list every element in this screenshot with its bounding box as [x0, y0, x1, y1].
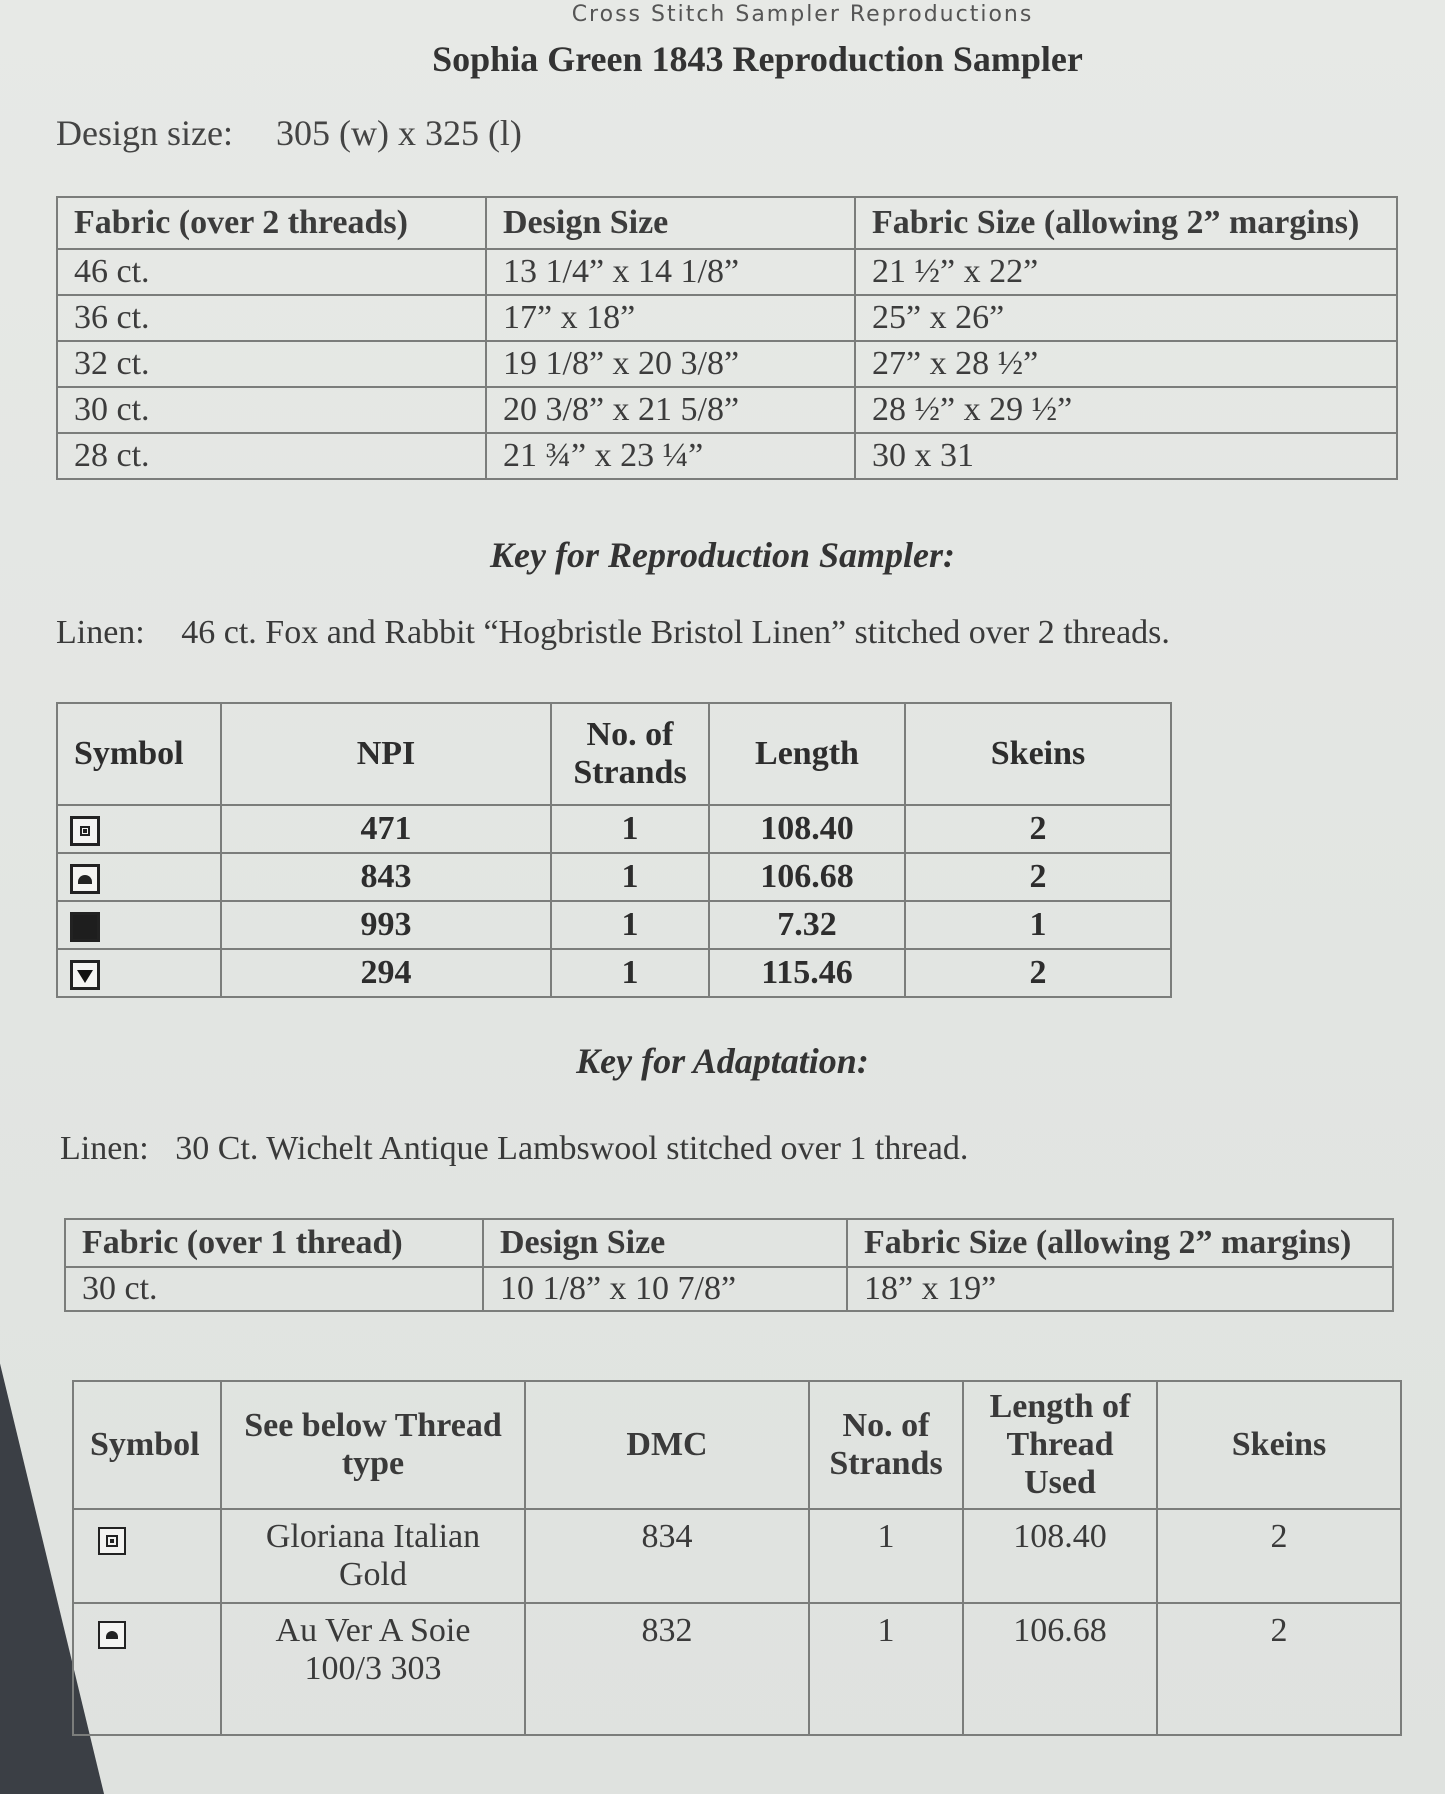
column-header: No. of Strands: [809, 1381, 963, 1509]
brand-name: Cross Stitch Sampler Reproductions: [571, 2, 1034, 27]
symbol-cell: [73, 1509, 221, 1603]
table-header-row: [73, 1381, 1401, 1509]
table-row: [57, 295, 1397, 341]
column-header: No. of Strands: [551, 703, 709, 805]
table-row: [57, 387, 1397, 433]
table-cell: 106.68: [709, 853, 905, 901]
dot-square-icon: [70, 816, 100, 846]
symbol-cell: [57, 805, 221, 853]
table-cell: 294: [221, 949, 551, 997]
column-header: DMC: [525, 1381, 809, 1509]
table-header-row: [65, 1219, 1393, 1267]
column-header: Length: [709, 703, 905, 805]
symbol-cell: [57, 853, 221, 901]
column-header: Skeins: [1157, 1381, 1401, 1509]
table-row: [65, 1267, 1393, 1311]
linen-label: Linen:: [56, 614, 145, 651]
symbol-cell: [57, 901, 221, 949]
table-row: [57, 341, 1397, 387]
column-header: Symbol: [73, 1381, 221, 1509]
table-cell: Au Ver A Soie 100/3 303: [221, 1603, 525, 1735]
adaptation-thread-table: [72, 1380, 1402, 1736]
table-cell: 2: [1157, 1509, 1401, 1603]
reproduction-linen-note: [56, 614, 1170, 652]
column-header: Length of Thread Used: [963, 1381, 1157, 1509]
table-header-row: [57, 197, 1397, 249]
adaptation-linen-note: [60, 1130, 968, 1168]
table-cell: 2: [905, 853, 1171, 901]
table-row: [57, 249, 1397, 295]
table-cell: 18” x 19”: [847, 1267, 1393, 1311]
table-cell: 19 1/8” x 20 3/8”: [486, 341, 855, 387]
table-header-row: [57, 703, 1171, 805]
solid-square-icon: [70, 912, 100, 942]
symbol-cell: [57, 949, 221, 997]
column-header: Fabric (over 1 thread): [65, 1219, 483, 1267]
table-row: [57, 901, 1171, 949]
table-cell: 13 1/4” x 14 1/8”: [486, 249, 855, 295]
table-cell: 10 1/8” x 10 7/8”: [483, 1267, 847, 1311]
table-cell: 1: [809, 1509, 963, 1603]
table-cell: 28 ct.: [57, 433, 486, 479]
table-cell: 7.32: [709, 901, 905, 949]
table-cell: 2: [905, 949, 1171, 997]
table-cell: 106.68: [963, 1603, 1157, 1735]
design-size-value: 305 (w) x 325 (l): [275, 113, 522, 153]
column-header: Symbol: [57, 703, 221, 805]
table-cell: 1: [551, 853, 709, 901]
table-row: [57, 433, 1397, 479]
table-cell: 2: [905, 805, 1171, 853]
table-cell: 115.46: [709, 949, 905, 997]
table-cell: 36 ct.: [57, 295, 486, 341]
table-cell: 471: [221, 805, 551, 853]
table-cell: 32 ct.: [57, 341, 486, 387]
table-row: [57, 805, 1171, 853]
symbol-cell: [73, 1603, 221, 1735]
reproduction-key-title: Key for Reproduction Sampler:: [490, 535, 955, 575]
table-cell: 834: [525, 1509, 809, 1603]
fabric-size-table: [56, 196, 1398, 480]
adaptation-key-title: Key for Adaptation:: [576, 1041, 869, 1081]
column-header: Fabric (over 2 threads): [57, 197, 486, 249]
reproduction-key-table: [56, 702, 1172, 998]
table-cell: 108.40: [709, 805, 905, 853]
table-row: [57, 949, 1171, 997]
column-header: See below Thread type: [221, 1381, 525, 1509]
table-cell: 21 ¾” x 23 ¼”: [486, 433, 855, 479]
table-row: [73, 1603, 1401, 1735]
design-size: [56, 112, 522, 154]
column-header: Design Size: [483, 1219, 847, 1267]
table-cell: 1: [905, 901, 1171, 949]
table-cell: 2: [1157, 1603, 1401, 1735]
linen-label: Linen:: [60, 1130, 149, 1167]
table-cell: 21 ½” x 22”: [855, 249, 1397, 295]
half-circle-icon: [98, 1621, 126, 1649]
table-cell: 30 ct.: [57, 387, 486, 433]
linen-text: 46 ct. Fox and Rabbit “Hogbristle Bristol Linen” stitched over 2 threads.: [181, 614, 1170, 651]
table-cell: 27” x 28 ½”: [855, 341, 1397, 387]
column-header: Design Size: [486, 197, 855, 249]
column-header: Skeins: [905, 703, 1171, 805]
table-cell: Gloriana Italian Gold: [221, 1509, 525, 1603]
column-header: Fabric Size (allowing 2” margins): [855, 197, 1397, 249]
table-cell: 1: [551, 805, 709, 853]
table-cell: 1: [551, 901, 709, 949]
page-title: Sophia Green 1843 Reproduction Sampler: [432, 39, 1083, 79]
linen-text: 30 Ct. Wichelt Antique Lambswool stitched over 1 thread.: [175, 1130, 969, 1167]
table-cell: 46 ct.: [57, 249, 486, 295]
table-cell: 30 x 31: [855, 433, 1397, 479]
column-header: NPI: [221, 703, 551, 805]
table-cell: 25” x 26”: [855, 295, 1397, 341]
design-size-label: Design size:: [56, 113, 233, 153]
table-cell: 843: [221, 853, 551, 901]
table-row: [73, 1509, 1401, 1603]
table-cell: 17” x 18”: [486, 295, 855, 341]
table-cell: 30 ct.: [65, 1267, 483, 1311]
dot-square-icon: [98, 1527, 126, 1555]
table-cell: 20 3/8” x 21 5/8”: [486, 387, 855, 433]
table-cell: 108.40: [963, 1509, 1157, 1603]
table-row: [57, 853, 1171, 901]
down-triangle-icon: [70, 960, 100, 990]
table-cell: 28 ½” x 29 ½”: [855, 387, 1397, 433]
table-cell: 1: [551, 949, 709, 997]
table-cell: 1: [809, 1603, 963, 1735]
adaptation-fabric-table: [64, 1218, 1394, 1312]
table-cell: 993: [221, 901, 551, 949]
column-header: Fabric Size (allowing 2” margins): [847, 1219, 1393, 1267]
table-cell: 832: [525, 1603, 809, 1735]
half-circle-icon: [70, 864, 100, 894]
